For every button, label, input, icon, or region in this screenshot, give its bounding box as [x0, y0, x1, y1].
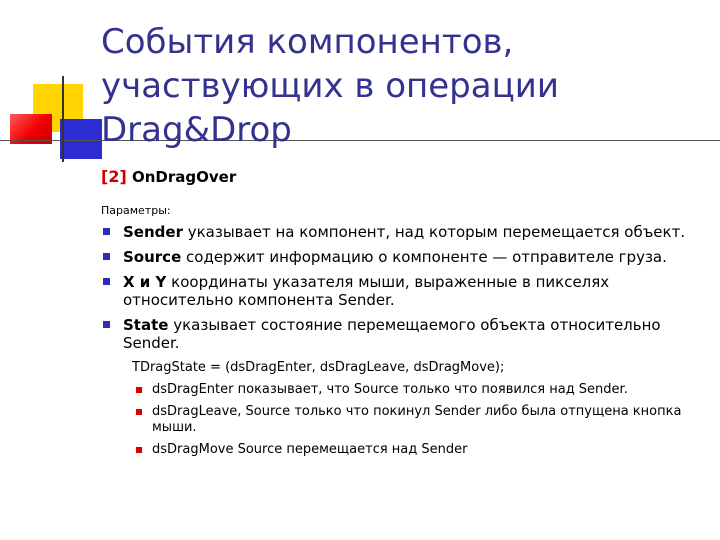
title-line: участвующих в операции — [101, 66, 559, 106]
parameter-description: содержит информацию о компоненте — отправителе груза. — [181, 248, 667, 266]
parameter-description: указывает на компонент, над которым перемещается объект. — [182, 223, 686, 241]
list-item — [101, 223, 701, 241]
event-number: [2] — [101, 167, 127, 186]
parameter-term: Source — [123, 248, 182, 266]
list-item — [101, 248, 701, 266]
event-heading — [101, 166, 701, 188]
title-line: События компонентов, — [101, 22, 514, 62]
blue-square-decoration — [60, 119, 102, 159]
parameter-list — [101, 223, 701, 352]
state-value-list — [101, 382, 701, 458]
square-bullet-icon — [136, 409, 142, 415]
slide-title — [101, 20, 711, 152]
parameter-term: X и Y — [123, 273, 167, 291]
square-bullet-icon — [136, 387, 142, 393]
list-item — [101, 273, 701, 309]
parameter-description: координаты указателя мыши, выраженные в пикселях относительно компонента Sender. — [123, 273, 610, 309]
parameter-term: State — [123, 316, 169, 334]
title-line: Drag&Drop — [101, 110, 292, 150]
square-bullet-icon — [103, 253, 110, 260]
list-item — [134, 404, 701, 436]
state-description: dsDragMove Source перемещается над Sender — [152, 442, 468, 457]
state-description: dsDragEnter показывает, что Source только что появился над Sender. — [152, 382, 628, 397]
square-bullet-icon — [136, 447, 142, 453]
square-bullet-icon — [103, 278, 110, 285]
slide-content — [101, 166, 701, 464]
event-name: OnDragOver — [132, 168, 237, 186]
parameters-label: Параметры: — [101, 204, 171, 217]
parameter-term: Sender — [123, 223, 183, 241]
parameter-description: указывает состояние перемещаемого объекта относительно Sender. — [123, 316, 661, 352]
list-item — [134, 442, 701, 458]
list-item — [101, 316, 701, 352]
type-declaration: TDragState = (dsDragEnter, dsDragLeave, dsDragMove); — [132, 360, 505, 375]
vertical-divider-line — [62, 76, 64, 162]
list-item — [134, 382, 701, 398]
square-bullet-icon — [103, 321, 110, 328]
state-description: dsDragLeave, Source только что покинул Sender либо была отпущена кнопка мыши. — [152, 404, 682, 435]
square-bullet-icon — [103, 228, 110, 235]
